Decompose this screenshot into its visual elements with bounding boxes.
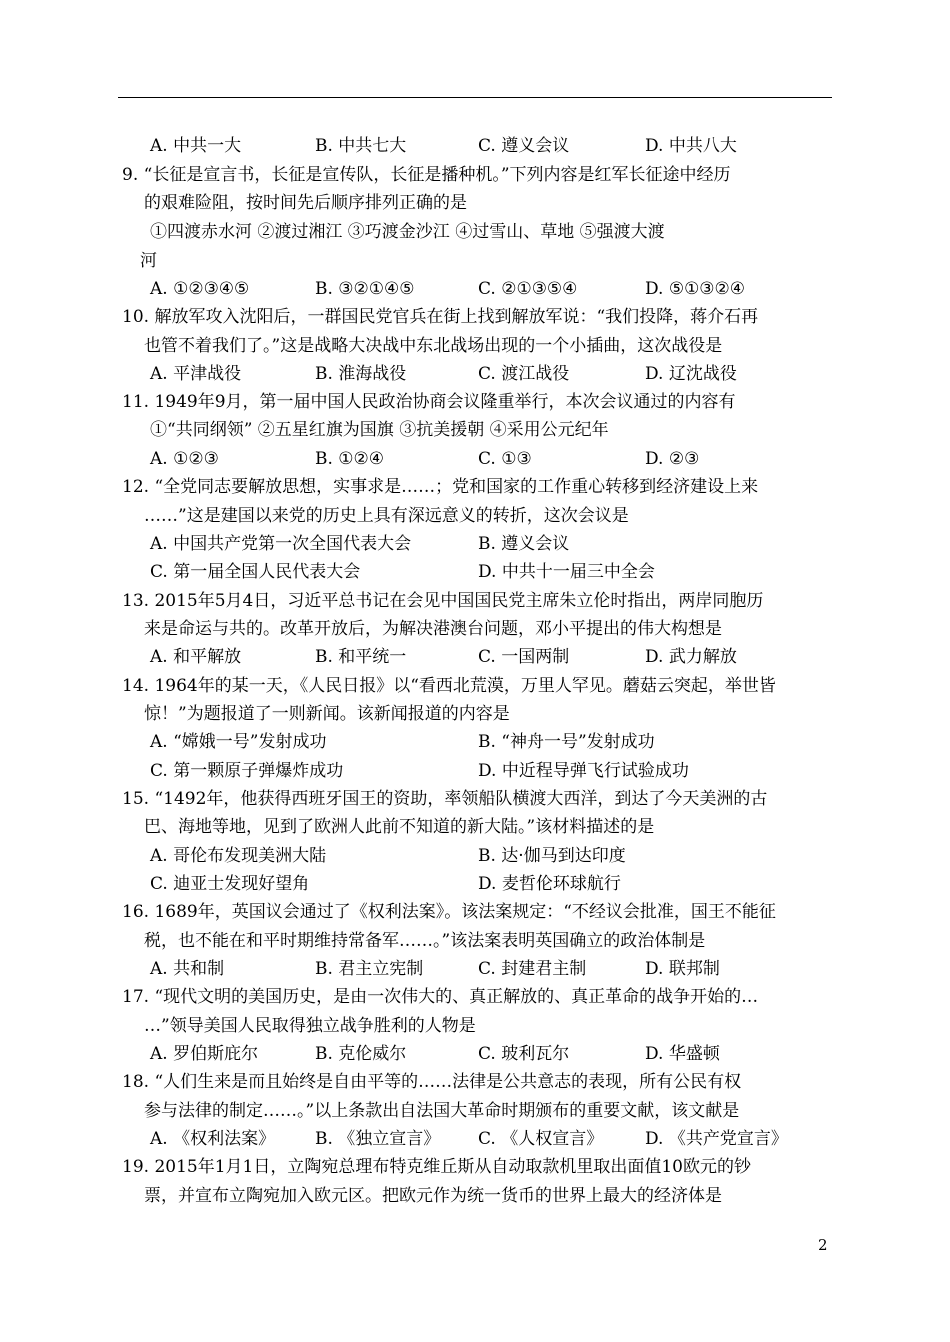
q12-option-d: D. 中共十一届三中全会 — [478, 562, 655, 582]
q9-option-a: A. ①②③④⑤ — [150, 279, 250, 299]
q14-option-a: A. “嫦娥一号”发射成功 — [150, 732, 327, 752]
q17-stem-line1: 17. “现代文明的美国历史，是由一次伟大的、真正解放的、真正革命的战争开始的… — [122, 987, 759, 1007]
q16-option-d: D. 联邦制 — [645, 959, 720, 979]
q8-option-b: B. 中共七大 — [315, 136, 407, 156]
q18-stem-line1: 18. “人们生来是而且始终是自由平等的……法律是公共意志的表现，所有公民有权 — [122, 1072, 742, 1092]
q14-stem-line1: 14. 1964年的某一天，《人民日报》以“看西北荒漠，万里人罕见。蘑菇云突起，举世皆 — [122, 676, 776, 696]
q19-stem-line1: 19. 2015年1月1日，立陶宛总理布特克维丘斯从自动取款机里取出面值10欧元的钞 — [122, 1157, 751, 1177]
q17-option-c: C. 玻利瓦尔 — [478, 1044, 570, 1064]
q13-option-c: C. 一国两制 — [478, 647, 570, 667]
q18-option-d: D. 《共产党宣言》 — [645, 1129, 788, 1149]
q9-stem-line2: 的艰难险阻，按时间先后顺序排列正确的是 — [144, 193, 467, 213]
q17-option-a: A. 罗伯斯庇尔 — [150, 1044, 259, 1064]
q11-option-b: B. ①②④ — [315, 449, 385, 469]
q12-stem-line1: 12. “全党同志要解放思想，实事求是……；党和国家的工作重心转移到经济建设上来 — [122, 477, 759, 497]
q12-stem-line2: ……”这是建国以来党的历史上具有深远意义的转折，这次会议是 — [144, 506, 629, 526]
q9-items-line1: ①四渡赤水河 ②渡过湘江 ③巧渡金沙江 ④过雪山、草地 ⑤强渡大渡 — [150, 222, 665, 242]
q14-option-b: B. “神舟一号”发射成功 — [478, 732, 655, 752]
q10-option-d: D. 辽沈战役 — [645, 364, 737, 384]
q12-option-c: C. 第一届全国人民代表大会 — [150, 562, 361, 582]
q17-stem-line2: …”领导美国人民取得独立战争胜利的人物是 — [144, 1016, 476, 1036]
q14-stem-line2: 惊！”为题报道了一则新闻。该新闻报道的内容是 — [144, 704, 510, 724]
q10-option-b: B. 淮海战役 — [315, 364, 407, 384]
q16-option-b: B. 君主立宪制 — [315, 959, 424, 979]
q16-stem-line1: 16. 1689年，英国议会通过了《权利法案》。该法案规定：“不经议会批准，国王不能征 — [122, 902, 776, 922]
q9-stem-line1: 9. “长征是宣言书，长征是宣传队，长征是播种机。”下列内容是红军长征途中经历 — [122, 165, 731, 185]
q15-stem-line1: 15. “1492年，他获得西班牙国王的资助，率领船队横渡大西洋，到达了今天美洲的古 — [122, 789, 768, 809]
q16-option-c: C. 封建君主制 — [478, 959, 587, 979]
q12-option-a: A. 中国共产党第一次全国代表大会 — [150, 534, 412, 554]
q13-stem-line2: 来是命运与共的。改革开放后，为解决港澳台问题，邓小平提出的伟大构想是 — [144, 619, 722, 639]
q11-option-d: D. ②③ — [645, 449, 700, 469]
q16-option-a: A. 共和制 — [150, 959, 225, 979]
q18-option-a: A. 《权利法案》 — [150, 1129, 276, 1149]
q12-option-b: B. 遵义会议 — [478, 534, 570, 554]
q13-option-d: D. 武力解放 — [645, 647, 737, 667]
q17-option-d: D. 华盛顿 — [645, 1044, 720, 1064]
q8-option-a: A. 中共一大 — [150, 136, 242, 156]
q11-stem-line1: 11. 1949年9月，第一届中国人民政治协商会议隆重举行，本次会议通过的内容有 — [122, 392, 736, 412]
page-number: 2 — [818, 1236, 828, 1254]
header-rule — [118, 97, 832, 98]
q15-option-c: C. 迪亚士发现好望角 — [150, 874, 310, 894]
q15-stem-line2: 巴、海地等地，见到了欧洲人此前不知道的新大陆。”该材料描述的是 — [144, 817, 655, 837]
q11-option-c: C. ①③ — [478, 449, 532, 469]
q9-items-line2: 河 — [140, 251, 157, 271]
q19-stem-line2: 票，并宣布立陶宛加入欧元区。把欧元作为统一货币的世界上最大的经济体是 — [144, 1186, 722, 1206]
q9-option-d: D. ⑤①③②④ — [645, 279, 746, 299]
q11-items-line: ①“共同纲领” ②五星红旗为国旗 ③抗美援朝 ④采用公元纪年 — [150, 420, 609, 440]
q14-option-d: D. 中近程导弹飞行试验成功 — [478, 761, 689, 781]
q15-option-d: D. 麦哲伦环球航行 — [478, 874, 621, 894]
q18-option-b: B. 《独立宣言》 — [315, 1129, 441, 1149]
q18-stem-line2: 参与法律的制定……。”以上条款出自法国大革命时期颁布的重要文献，该文献是 — [144, 1101, 740, 1121]
q16-stem-line2: 税，也不能在和平时期维持常备军……。”该法案表明英国确立的政治体制是 — [144, 931, 706, 951]
q10-stem-line1: 10. 解放军攻入沈阳后，一群国民党官兵在街上找到解放军说：“我们投降，蒋介石再 — [122, 307, 759, 327]
q13-stem-line1: 13. 2015年5月4日，习近平总书记在会见中国国民党主席朱立伦时指出，两岸同胞历 — [122, 591, 764, 611]
q9-option-c: C. ②①③⑤④ — [478, 279, 578, 299]
q17-option-b: B. 克伦威尔 — [315, 1044, 407, 1064]
q11-option-a: A. ①②③ — [150, 449, 219, 469]
q10-option-c: C. 渡江战役 — [478, 364, 570, 384]
q15-option-a: A. 哥伦布发现美洲大陆 — [150, 846, 327, 866]
q14-option-c: C. 第一颗原子弹爆炸成功 — [150, 761, 344, 781]
q8-option-d: D. 中共八大 — [645, 136, 737, 156]
q13-option-a: A. 和平解放 — [150, 647, 242, 667]
q8-option-c: C. 遵义会议 — [478, 136, 570, 156]
q18-option-c: C. 《人权宣言》 — [478, 1129, 604, 1149]
q13-option-b: B. 和平统一 — [315, 647, 407, 667]
q10-stem-line2: 也管不着我们了。”这是战略大决战中东北战场出现的一个小插曲，这次战役是 — [144, 336, 723, 356]
q10-option-a: A. 平津战役 — [150, 364, 242, 384]
q9-option-b: B. ③②①④⑤ — [315, 279, 415, 299]
q15-option-b: B. 达·伽马到达印度 — [478, 846, 626, 866]
